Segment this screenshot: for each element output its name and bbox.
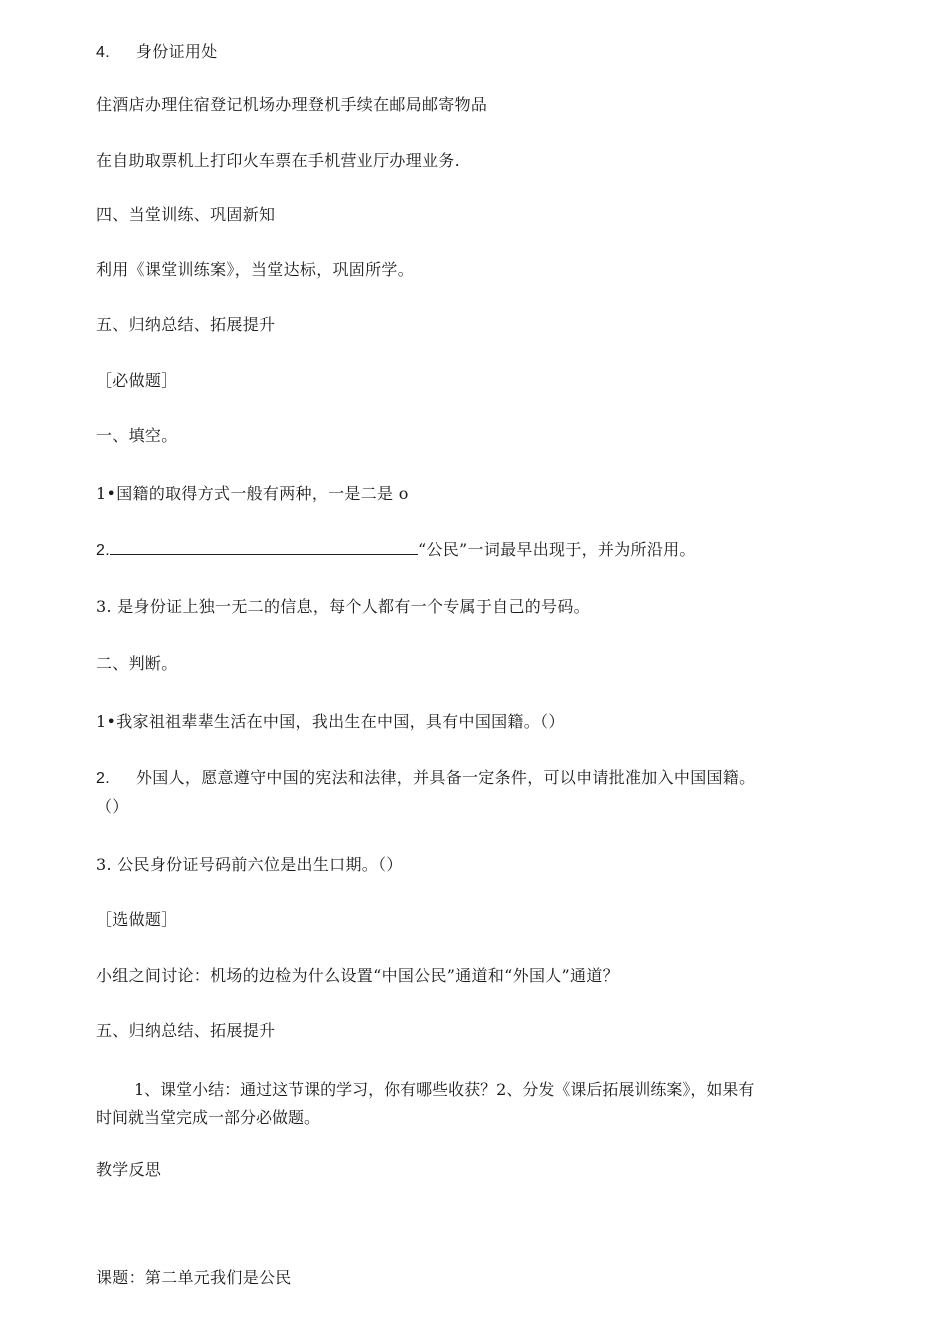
summary-line-1: 1、课堂小结：通过这节课的学习，你有哪些收获？2、分发《课后拓展训练案》，如果有	[134, 1080, 755, 1099]
true-false-question-3: 3. 公民身份证号码前六位是出生口期。（）	[96, 855, 403, 874]
optional-questions-label: ［选做题］	[96, 910, 178, 929]
teaching-reflection-heading: 教学反思	[96, 1160, 162, 1179]
paragraph-training: 利用《课堂训练案》，当堂达标，巩固所学。	[96, 260, 415, 279]
required-questions-label: ［必做题］	[96, 371, 178, 390]
true-false-heading: 二、判断。	[96, 654, 178, 673]
item-4-heading	[96, 42, 218, 63]
fill-in-question-2	[96, 540, 696, 561]
question-text: “公民”一词最早出现于，并为所沿用。	[417, 540, 696, 559]
true-false-question-1: 1•我家祖祖辈辈生活在中国，我出生在中国，具有中国国籍。（）	[96, 712, 565, 731]
item-number: 4.	[96, 44, 110, 61]
section-heading-5: 五、归纳总结、拓展提升	[96, 315, 276, 334]
paragraph-id-uses-2: 在自助取票机上打印火车票在手机营业厅办理业务.	[96, 151, 460, 170]
question-text: 外国人，愿意遵守中国的宪法和法律，并具备一定条件，可以申请批准加入中国国籍。	[136, 768, 756, 787]
fill-in-question-3: 3. 是身份证上独一无二的信息，每个人都有一个专属于自己的号码。	[96, 597, 590, 616]
summary-line-2: 时间就当堂完成一部分必做题。	[96, 1108, 321, 1127]
lesson-summary-paragraph	[96, 1076, 856, 1132]
discussion-question: 小组之间讨论：机场的边检为什么设置“中国公民”通道和“外国人”通道？	[96, 966, 619, 985]
question-number: 2.	[96, 542, 110, 559]
section-heading-4: 四、当堂训练、巩固新知	[96, 205, 276, 224]
true-false-question-2	[96, 768, 755, 789]
paragraph-id-uses-1: 住酒店办理住宿登记机场办理登机手续在邮局邮寄物品	[96, 95, 488, 114]
answer-blank	[110, 540, 418, 555]
true-false-question-2-continued: （）	[96, 797, 129, 816]
lesson-title: 课题：第二单元我们是公民	[96, 1268, 292, 1287]
question-number: 2.	[96, 770, 110, 787]
section-heading-5-repeat: 五、归纳总结、拓展提升	[96, 1021, 276, 1040]
fill-in-heading: 一、填空。	[96, 426, 178, 445]
item-text: 身份证用处	[136, 42, 218, 61]
fill-in-question-1: 1•国籍的取得方式一般有两种，一是二是 o	[96, 484, 409, 503]
